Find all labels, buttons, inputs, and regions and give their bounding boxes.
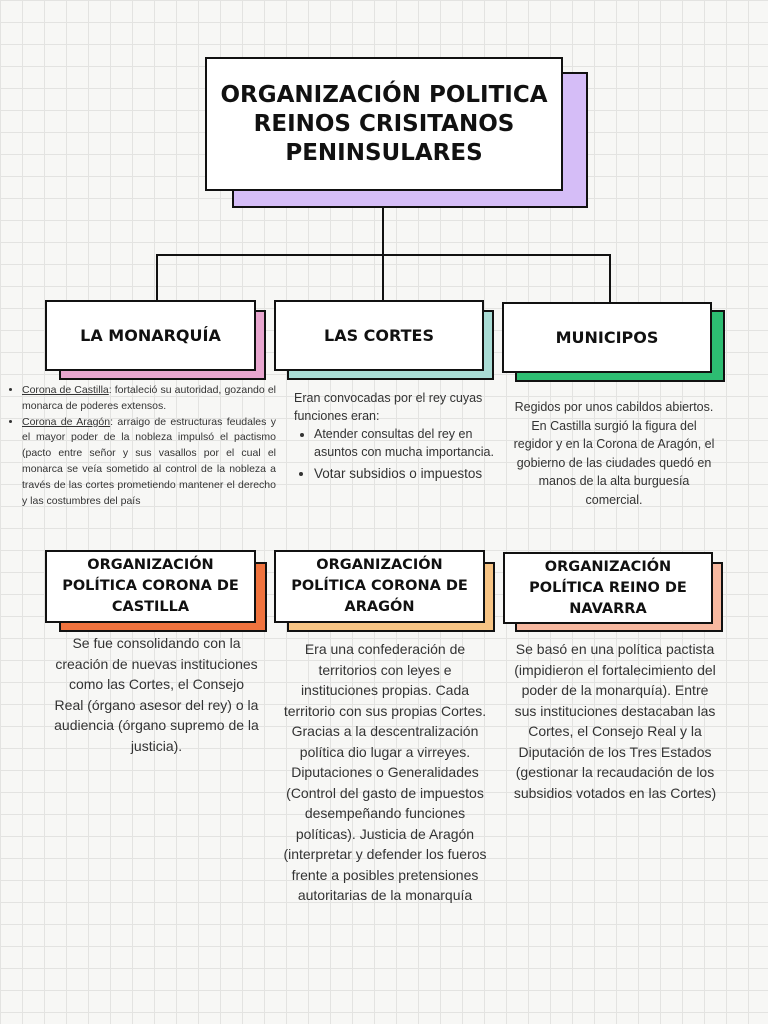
cortes-text — [294, 389, 494, 484]
cortes-list — [294, 425, 494, 484]
castilla-text: Se fue consolidando con la creación de nuevas instituciones como las Cortes, el Consejo Real (órgano asesor del rey) o la audiencia (órgano supremo de la justicia). — [54, 635, 259, 754]
connector-vertical-main — [382, 207, 384, 255]
connector-middle — [382, 254, 384, 302]
monarquia-box — [45, 300, 256, 371]
list-item: • Votar subsidios o impuestos — [314, 464, 494, 484]
municipos-text: Regidos por unos cabildos abiertos. En Castilla surgió la figura del regidor y en la Corona de Aragón, el gobierno de las ciudades quedó en manos de la alta burguesía comercial. — [513, 400, 715, 507]
municipos-label: MUNICIPOS — [555, 328, 659, 347]
cortes-label: LAS CORTES — [324, 326, 434, 345]
aragon-text: Era una confederación de territorios con leyes e instituciones propias. Cada territorio con sus propias Cortes. Gracias a la descentralización política dio lugar a virreyes. Diputaciones o Generalidades (Control del gasto de impuestos desempeñando funciones políticas). Justicia de Aragón (interpretar y defender los fueros frente a posibles pretensiones autoritarias de la monarquía — [283, 641, 487, 903]
list-item: • Corona de Castilla: fortaleció su autoridad, gozando el monarca de poderes extensos. — [22, 383, 276, 415]
term: Corona de Castilla — [22, 384, 109, 396]
list-item: • Atender consultas del rey en asuntos con mucha importancia. — [314, 425, 494, 461]
castilla-box: ORGANIZACIÓN POLÍTICA CORONA DE CASTILLA — [45, 550, 256, 623]
navarra-text: Se basó en una política pactista (impidieron el fortalecimiento del poder de la monarquía). Entre sus instituciones destacaban las Cortes, el Consejo Real y la Diputación de los Tres Estados (gestionar la recaudación de los subsidios votados en las Cortes) — [513, 641, 717, 801]
aragon-box: ORGANIZACIÓN POLÍTICA CORONA DE ARAGÓN — [274, 550, 485, 623]
cortes-box — [274, 300, 484, 371]
title-box — [205, 57, 563, 191]
monarquia-list — [4, 383, 276, 509]
monarquia-label: LA MONARQUÍA — [80, 326, 221, 345]
municipos-box — [502, 302, 712, 373]
cortes-intro: Eran convocadas por el rey cuyas funciones eran: — [294, 391, 483, 423]
connector-left — [156, 254, 158, 302]
list-item: • Corona de Aragón: arraigo de estructuras feudales y el mayor poder de la nobleza impulsó el pactismo (pacto entre señor y sus vasallos por el cual el monarca se veía sometido al control de la nobleza a través de las cortes prometiendo mantener el derecho y las costumbres del país — [22, 415, 276, 510]
connector-right — [609, 254, 611, 302]
title-line-3: PENINSULARES — [285, 139, 483, 166]
term: Corona de Aragón — [22, 415, 111, 428]
monarquia-text — [4, 383, 276, 509]
title-line-1: ORGANIZACIÓN POLITICA — [220, 81, 548, 108]
navarra-box: ORGANIZACIÓN POLÍTICA REINO DE NAVARRA — [503, 552, 713, 624]
title-line-2: REINOS CRISITANOS — [253, 110, 515, 137]
